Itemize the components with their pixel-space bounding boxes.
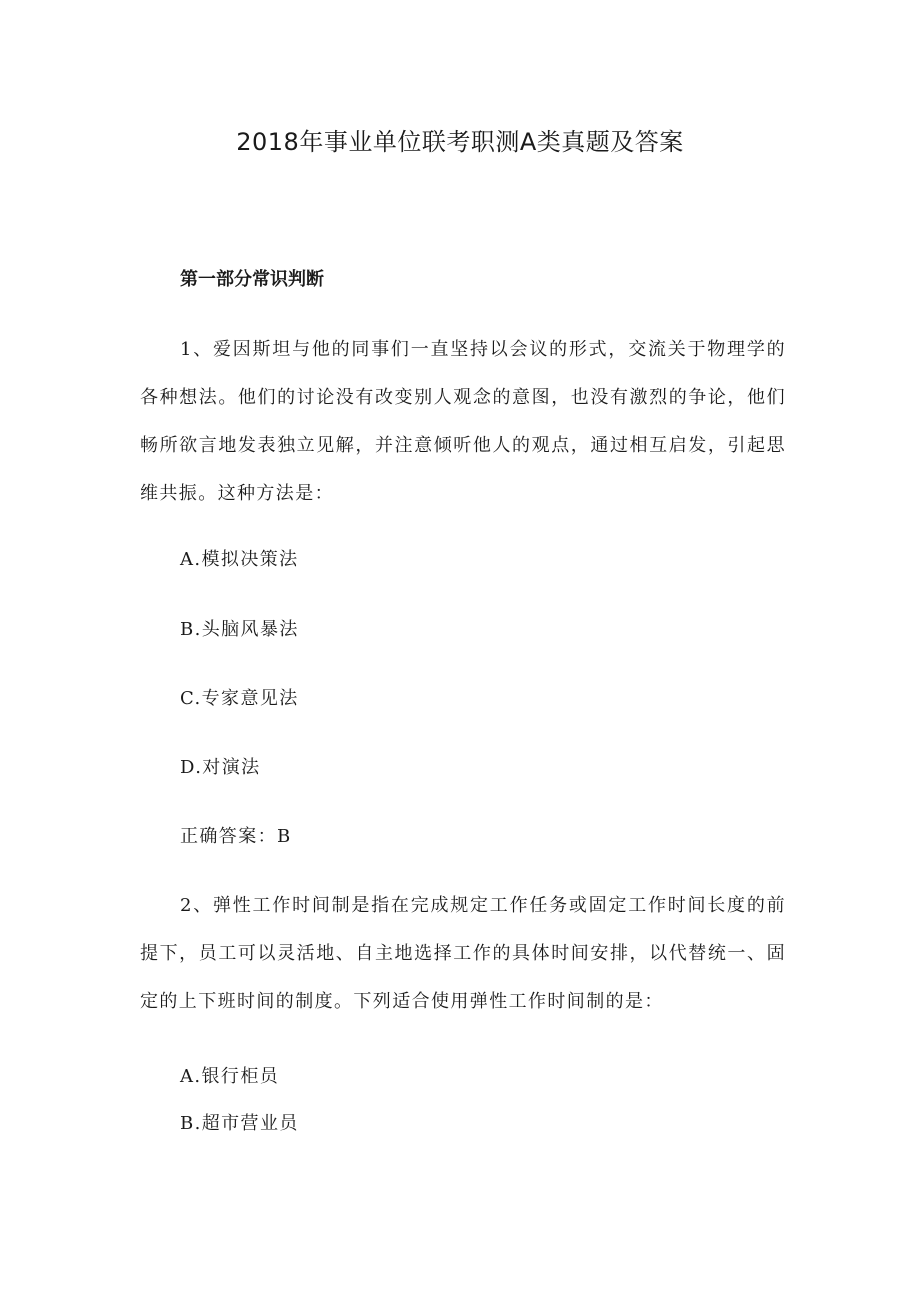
page-title: 2018年事业单位联考职测A类真题及答案	[236, 128, 684, 156]
question-1-option-a: A.模拟决策法	[180, 549, 299, 570]
question-1-answer: 正确答案：B	[180, 826, 292, 847]
question-2-option-b: B.超市营业员	[180, 1113, 299, 1134]
section-heading: 第一部分常识判断	[180, 269, 324, 290]
question-1-stem: 1、爱因斯坦与他的同事们一直坚持以会议的形式，交流关于物理学的各种想法。他们的讨论没有改变别人观念的意图，也没有激烈的争论，他们畅所欲言地发表独立见解，并注意倾听他人的观点，通过相互启发，引起思维共振。这种方法是：	[140, 339, 786, 504]
question-1-option-c: C.专家意见法	[180, 688, 299, 709]
question-2-option-a: A.银行柜员	[180, 1066, 280, 1087]
question-2-stem: 2、弹性工作时间制是指在完成规定工作任务或固定工作时间长度的前提下，员工可以灵活地、自主地选择工作的具体时间安排，以代替统一、固定的上下班时间的制度。下列适合使用弹性工作时间制的是：	[140, 895, 786, 1012]
question-1-option-b: B.头脑风暴法	[180, 619, 299, 640]
question-1-option-d: D.对演法	[180, 757, 261, 778]
